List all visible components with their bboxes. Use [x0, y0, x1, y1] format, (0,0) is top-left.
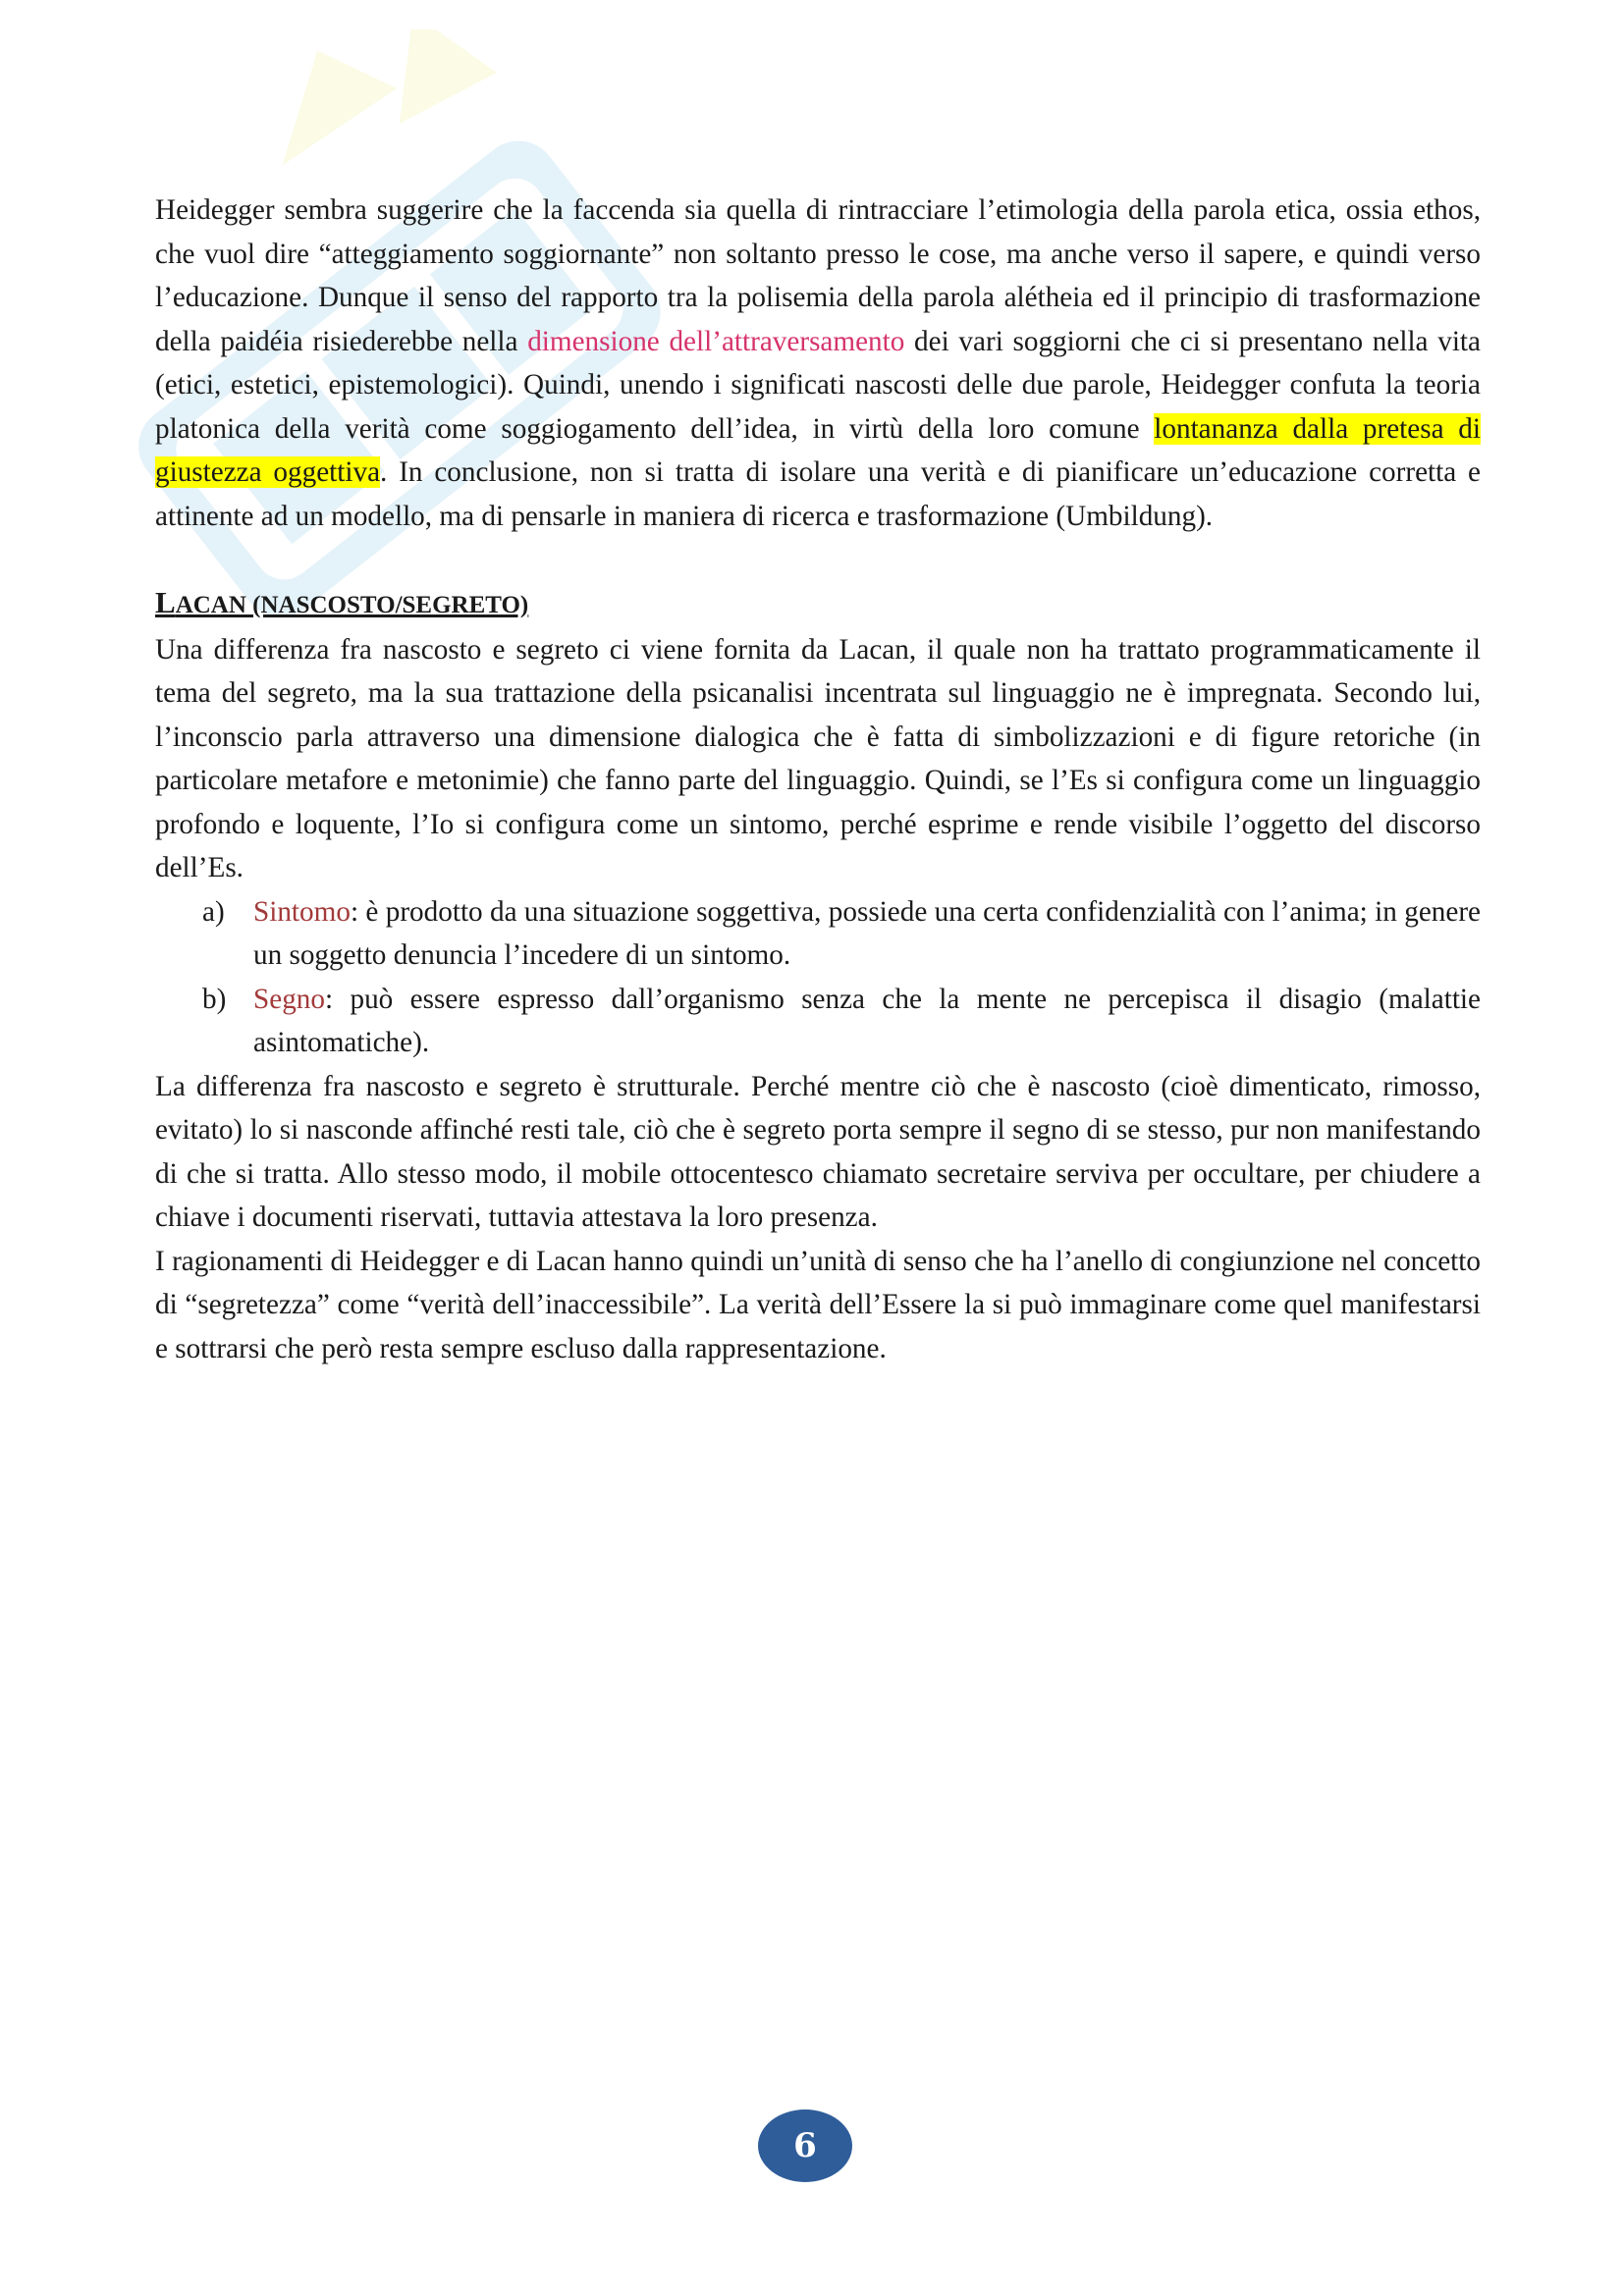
list-item	[202, 978, 1481, 1065]
section-heading	[155, 581, 1481, 628]
document-body	[155, 188, 1481, 1370]
heading-initial: L	[155, 585, 176, 619]
page-number: 6	[793, 2126, 817, 2165]
list-item	[202, 890, 1481, 978]
paragraph-difference: La differenza fra nascosto e segreto è strutturale. Perché mentre ciò che è nascosto (cioè dimenticato, rimosso, evitato) lo si nasconde affinché resti tale, ciò che è segreto porta sempre il segno di se stesso, pur non manifestando di che si tratta. Allo stesso modo, il mobile ottocentesco chiamato secretaire serviva per occultare, per chiudere a chiave i documenti riservati, tuttavia attestava la loro presenza.	[155, 1070, 1481, 1233]
page-number-badge	[758, 2109, 852, 2182]
definition-list	[155, 890, 1481, 1065]
list-marker: b)	[202, 983, 227, 1015]
highlighted-phrase: lontananza dalla pretesa di giustezza oggettiva	[155, 412, 1482, 488]
paragraph-lacan-intro: Una differenza fra nascosto e segreto ci viene fornita da Lacan, il quale non ha trattato programmaticamente il tema del segreto, ma la sua trattazione della psicanalisi incentrata sul linguaggio ne è impregnata. Secondo lui, l’inconscio parla attraverso una dimensione dialogica che è fatta di simbolizzazioni e di figure retoriche (in particolare metafore e metonimie) che fanno parte del linguaggio. Quindi, se l’Es si configura come un linguaggio profondo e loquente, l’Io si configura come un sintomo, perché esprime e rende visibile l’oggetto del discorso dell’Es.	[155, 633, 1481, 883]
list-marker: a)	[202, 895, 225, 928]
text-span: Heidegger sembra suggerire che la faccenda sia quella di rintracciare l’etimologia della parola etica, ossia ethos, che vuol dire “atteggiamento soggiornante” non soltanto presso le cose, ma anche verso il sapere, e quindi verso l’educazione. Dunque il senso del rapporto tra la polisemia della parola alétheia ed il principio di trasformazione della paidéia risiederebbe nella	[155, 194, 1481, 357]
heading-rest: ACAN (NASCOSTO/SEGRETO)	[175, 592, 529, 618]
paragraph-heidegger	[155, 188, 1481, 538]
text-span: dei vari soggiorni che ci si presentano nella vita (etici, estetici, epistemologici). Quindi, unendo i significati nascosti delle due parole, Heidegger confuta la teoria platonica della verità come soggiogamento dell’idea, in virtù della loro comune	[155, 325, 1481, 445]
definition-text: : è prodotto da una situazione soggettiva, possiede una certa confidenzialità con l’anima; in genere un soggetto denuncia l’incedere di un sintomo.	[253, 895, 1481, 971]
text-span: . In conclusione, non si tratta di isolare una verità e di pianificare un’educazione corretta e attinente ad un modello, ma di pensarle in maniera di ricerca e trasformazione (Umbildung).	[155, 456, 1481, 532]
term-segno: Segno	[253, 983, 325, 1015]
paragraph-conclusion: I ragionamenti di Heidegger e di Lacan hanno quindi un’unità di senso che ha l’anello di congiunzione nel concetto di “segretezza” come “verità dell’inaccessibile”. La verità dell’Essere la si può immaginare come quel manifestarsi e sottrarsi che però resta sempre escluso dalla rappresentazione.	[155, 1245, 1481, 1364]
pink-phrase: dimensione dell’attraversamento	[527, 325, 905, 357]
term-sintomo: Sintomo	[253, 895, 351, 928]
definition-text: : può essere espresso dall’organismo senza che la mente ne percepisca il disagio (malattie asintomatiche).	[253, 983, 1481, 1058]
